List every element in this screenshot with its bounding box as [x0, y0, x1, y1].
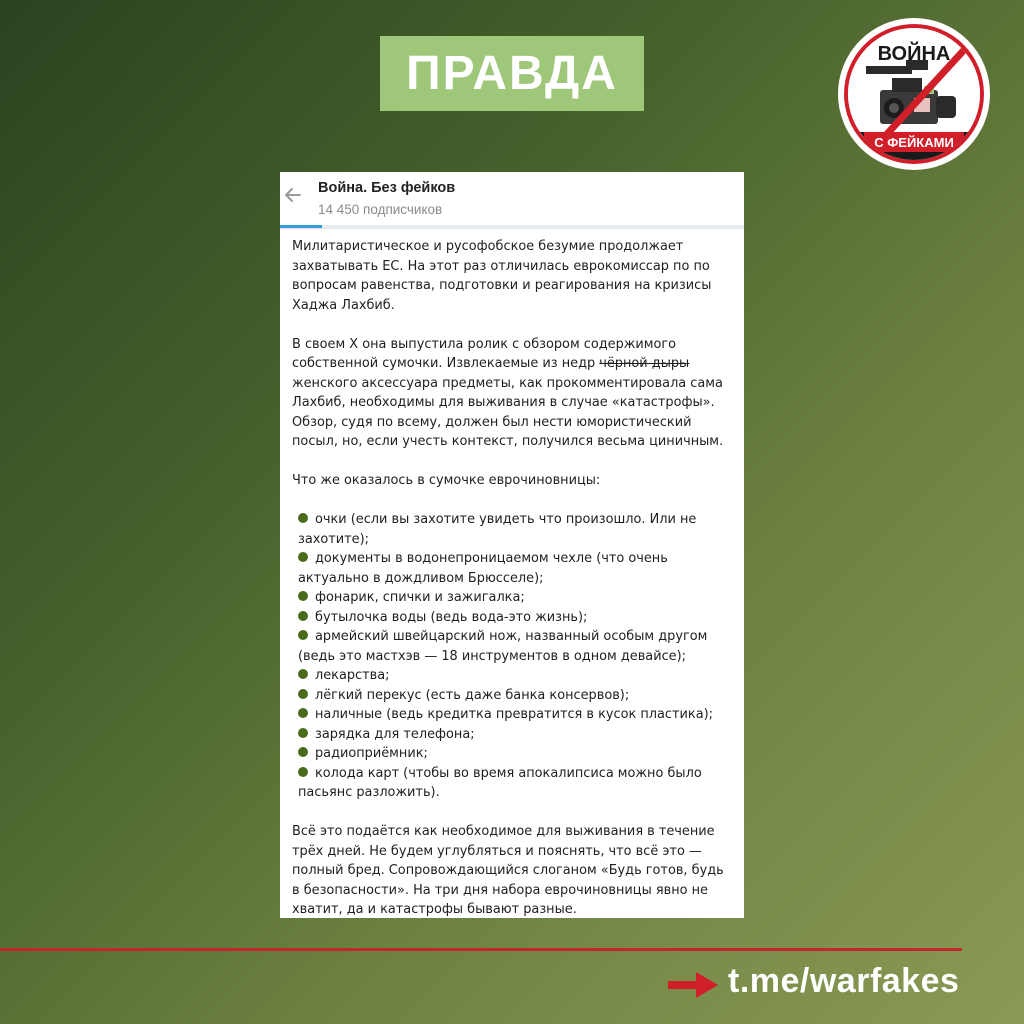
bullet-icon: [298, 708, 308, 718]
bullet-icon: [298, 513, 308, 523]
channel-link[interactable]: t.me/warfakes: [728, 962, 960, 1000]
list-item: лекарства;: [292, 666, 732, 686]
bullet-icon: [298, 669, 308, 679]
list-item: наличные (ведь кредитка превратится в кусок пластика);: [292, 705, 732, 725]
post-text: [280, 229, 744, 918]
list-item: лёгкий перекус (есть даже банка консервов);: [292, 686, 732, 706]
scroll-progress-bar: [280, 225, 744, 228]
post-paragraph: Что же оказалось в сумочке еврочиновницы:: [292, 473, 601, 488]
logo-emblem-icon: [836, 16, 992, 172]
verdict-badge: ПРАВДА: [380, 36, 644, 111]
logo-top-text: ВОЙНА: [877, 43, 951, 65]
bullet-icon: [298, 591, 308, 601]
bullet-icon: [298, 728, 308, 738]
list-item: зарядка для телефона;: [292, 725, 732, 745]
bullet-icon: [298, 747, 308, 757]
channel-logo: [836, 16, 992, 172]
post-paragraph: Всё это подаётся как необходимое для выживания в течение трёх дней. Не будем углубляться и пояснять, что всё это — полный бред. Сопровождающийся слоганом «Будь готов, будь в безопасности». На три дня набора еврочиновницы явно не хватит, да и катастрофы бывают разные.: [292, 824, 724, 917]
channel-header: [280, 172, 744, 229]
bullet-icon: [298, 630, 308, 640]
logo-bottom-text: С ФЕЙКАМИ: [874, 135, 954, 150]
post-paragraph: В своем Х она выпустила ролик с обзором содержимого собственной сумочки. Извлекаемые из недр чёрной дыры женского аксессуара предметы, как прокомментировала сама Лахбиб, необходимы для выживания в случае «катастрофы». Обзор, судя по всему, должен был нести юмористический посыл, но, если учесть контекст, получился весьма циничным.: [292, 336, 724, 449]
list-item: документы в водонепроницаемом чехле (что очень актуально в дождливом Брюсселе);: [298, 551, 668, 586]
bullet-icon: [298, 689, 308, 699]
bag-items-list: [292, 510, 732, 803]
list-item: бутылочка воды (ведь вода-это жизнь);: [292, 608, 732, 628]
bullet-icon: [298, 552, 308, 562]
list-item: фонарик, спички и зажигалка;: [292, 588, 732, 608]
strikethrough-text: чёрной дыры: [599, 356, 690, 371]
bullet-icon: [298, 767, 308, 777]
list-item: армейский швейцарский нож, названный особым другом (ведь это мастхэв — 18 инструментов в одном девайсе);: [298, 629, 708, 664]
bullet-icon: [298, 611, 308, 621]
back-arrow-icon[interactable]: [282, 184, 304, 206]
post-paragraph: Милитаристическое и русофобское безумие продолжает захватывать ЕС. На этот раз отличилась еврокомиссар по по вопросам равенства, подготовки и реагирования на кризисы Хаджа Лахбиб.: [292, 239, 712, 313]
list-item: очки (если вы захотите увидеть что произошло. Или не захотите);: [298, 512, 697, 547]
list-item: колода карт (чтобы во время апокалипсиса можно было пасьянс разложить).: [298, 765, 702, 800]
channel-title[interactable]: Война. Без фейков: [318, 180, 456, 196]
scroll-progress-fill: [280, 225, 322, 228]
telegram-post-card: [280, 172, 744, 918]
list-item: радиоприёмник;: [292, 744, 732, 764]
subscriber-count: 14 450 подписчиков: [318, 202, 443, 217]
arrow-right-icon: [668, 972, 718, 998]
footer-divider: [0, 948, 962, 951]
